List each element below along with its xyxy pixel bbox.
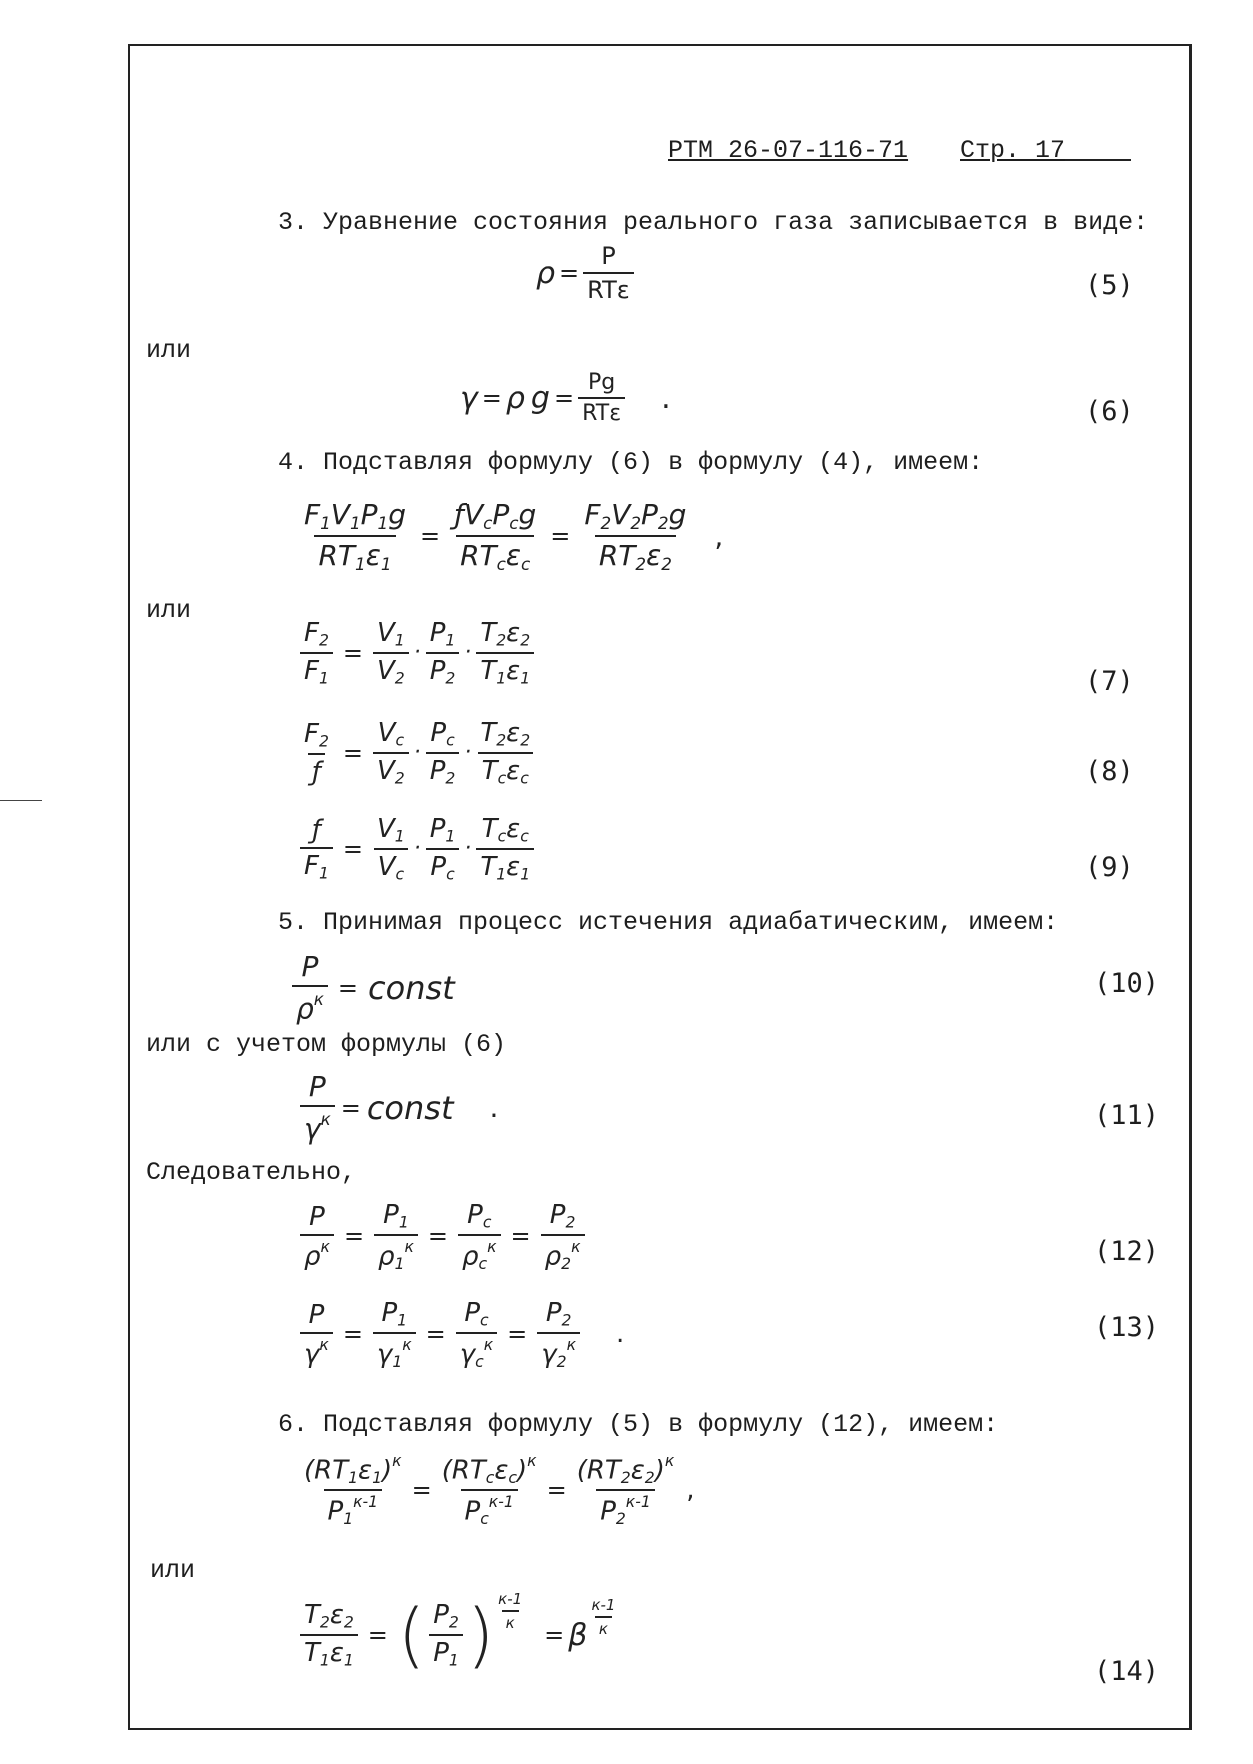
- equation-14: $\frac{T_2\varepsilon_2}{T_1\varepsilon_1}$ = ( $\frac{P_2}{P_1}$ ) $\frac{к-1}{к}$ = β $\frac{к-1}{к}$: [300, 1600, 619, 1670]
- page-number: Стр. 17: [960, 136, 1131, 165]
- equation-8: $\frac{F_2}{ƒ}$ = $\frac{V_c}{V_2}$ · $\frac{P_c}{P_2}$ · $\frac{T_2\varepsilon_2}{T_c\varepsilon_c}$: [300, 718, 534, 787]
- equation-number-12: (12): [1094, 1236, 1160, 1267]
- or-with-formula: или с учетом формулы (6): [146, 1030, 507, 1059]
- paragraph-4: 4. Подставляя формулу (6) в формулу (4), имеем:: [278, 448, 984, 477]
- equation-number-11: (11): [1094, 1100, 1160, 1131]
- or-3: или: [150, 1556, 196, 1585]
- equation-9: $\frac{ƒ}{F_1}$ = $\frac{V_1}{V_c}$ · $\frac{P_1}{P_c}$ · $\frac{T_c\varepsilon_c}{T_1\varepsilon_1}$: [300, 814, 534, 883]
- equation-7: $\frac{F_2}{F_1}$ = $\frac{V_1}{V_2}$ · $\frac{P_1}{P_2}$ · $\frac{T_2\varepsilon_2}{T_1\varepsilon_1}$: [300, 618, 534, 687]
- therefore: Следовательно,: [146, 1158, 357, 1187]
- equation-6: γ = ρ g = $\frac{Pg}{\text{RTε}}$ .: [460, 370, 671, 426]
- equation-11: $\frac{P}{\gamma^к}$ = const .: [300, 1070, 498, 1145]
- equation-number-5: (5): [1085, 270, 1134, 301]
- equation-number-14: (14): [1094, 1656, 1160, 1687]
- equation-12-substituted: $\frac{(RT_1\varepsilon_1)^к}{P_1^{к-1}}$ = $\frac{(RT_c\varepsilon_c)^к}{P_c^{к-1}}$ = $\frac{(RT_2\varepsilon_2)^к}{P_2^{к-1}}$ ,: [304, 1452, 695, 1529]
- equation-13: $\frac{P}{\gamma^к}$ = $\frac{P_1}{\gamma_1^к}$ = $\frac{P_c}{\gamma_c^к}$ = $\frac{P_2}{\gamma_2^к}$ .: [300, 1298, 624, 1371]
- or-2: или: [146, 596, 192, 625]
- margin-mark: [0, 800, 42, 801]
- document-code: РТМ 26-07-116-71: [668, 136, 909, 165]
- equation-number-8: (8): [1085, 756, 1134, 787]
- equation-10: $\frac{P}{\rho^к}$ = const: [292, 950, 455, 1025]
- or-1: или: [146, 336, 192, 365]
- paragraph-3: 3. Уравнение состояния реального газа записывается в виде:: [278, 208, 1149, 237]
- equation-5: ρ = $\frac{P}{\text{RTε}}$: [536, 242, 634, 304]
- equation-12: $\frac{P}{\rho^к}$ = $\frac{P_1}{\rho_1^к}$ = $\frac{P_c}{\rho_c^к}$ = $\frac{P_2}{\rho_2^к}$: [300, 1200, 585, 1273]
- equation-number-13: (13): [1094, 1312, 1160, 1343]
- equation-number-9: (9): [1085, 852, 1134, 883]
- equation-number-7: (7): [1085, 666, 1134, 697]
- equation-4-substituted: $\frac{F_1V_1P_1g}{RT_1\varepsilon_1}$ = $\frac{ƒV_cP_cg}{RT_c\varepsilon_c}$ = $\frac{F_2V_2P_2g}{RT_2\varepsilon_2}$ ,: [304, 498, 724, 575]
- equation-number-6: (6): [1085, 396, 1134, 427]
- paragraph-5: 5. Принимая процесс истечения адиабатическим, имеем:: [278, 908, 1059, 937]
- paragraph-6: 6. Подставляя формулу (5) в формулу (12), имеем:: [278, 1410, 999, 1439]
- equation-number-10: (10): [1094, 968, 1160, 999]
